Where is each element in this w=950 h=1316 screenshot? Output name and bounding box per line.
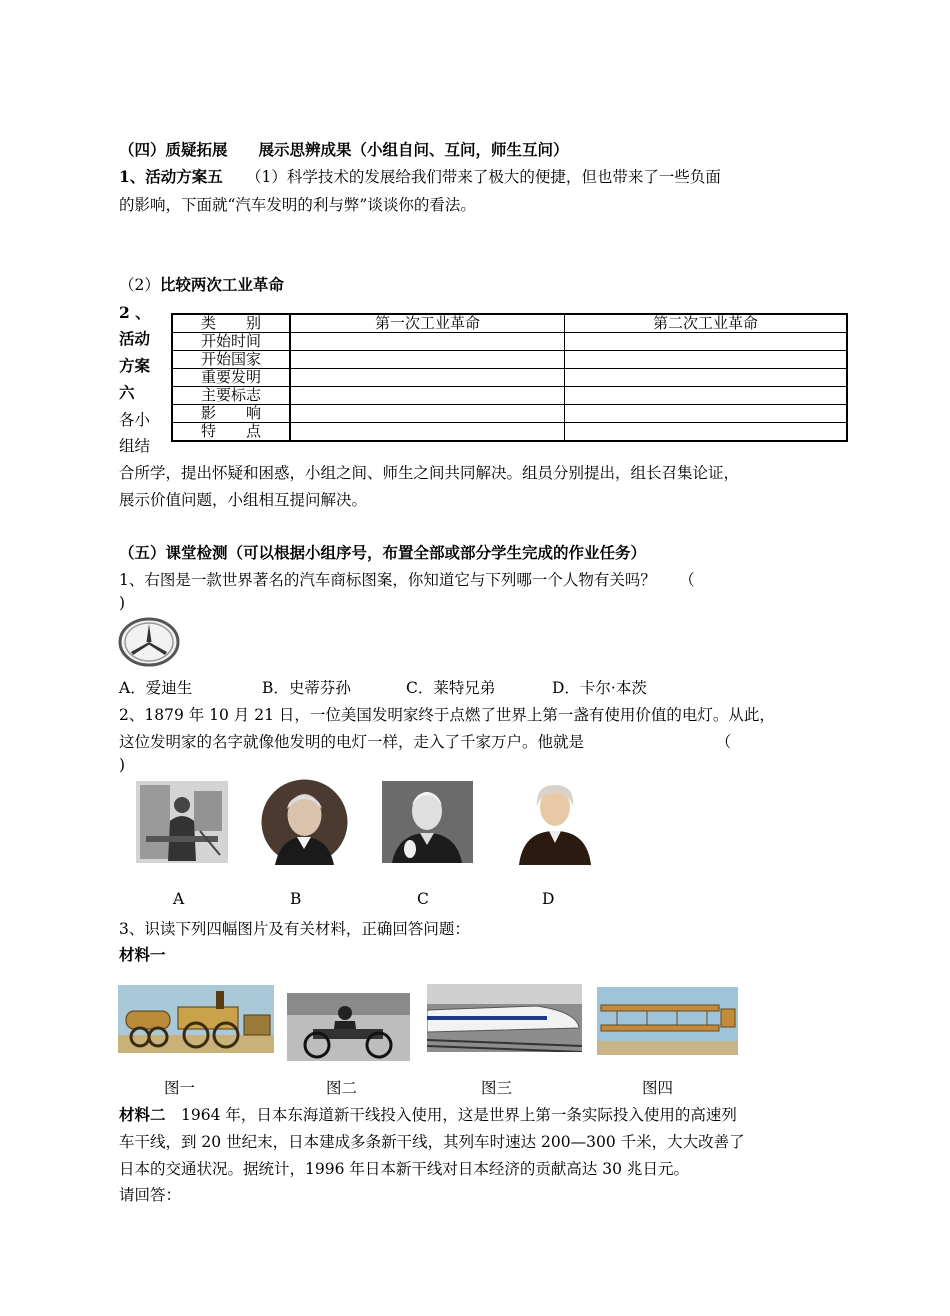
material2-line3: 日本的交通状况。据统计，1996 年日本新干线对日本经济的贡献高达 30 兆日元。 bbox=[119, 1160, 689, 1178]
q2-label-d: D bbox=[542, 890, 555, 908]
compare-title: 比较两次工业革命 bbox=[159, 275, 284, 294]
activity6-side-3: 方案 bbox=[119, 356, 151, 375]
comparison-table bbox=[171, 313, 848, 442]
early-car-image bbox=[287, 993, 410, 1061]
table-cell[interactable] bbox=[565, 333, 848, 351]
q2-label-b: B bbox=[290, 890, 302, 908]
table-row bbox=[172, 387, 847, 405]
table-header-category: 类 别 bbox=[172, 314, 290, 333]
table-row bbox=[172, 333, 847, 351]
activity5-text2: 的影响，下面就“汽车发明的利与弊”谈谈你的看法。 bbox=[119, 196, 476, 214]
please-answer: 请回答： bbox=[119, 1186, 182, 1204]
activity5-label: 1、活动方案五 bbox=[119, 167, 223, 186]
row-label: 重要发明 bbox=[172, 369, 290, 387]
portrait-d-image bbox=[509, 777, 601, 865]
figure-label-4: 图四 bbox=[642, 1079, 674, 1097]
figure-label-3: 图三 bbox=[481, 1079, 513, 1097]
table-cell[interactable] bbox=[565, 423, 848, 442]
activity6-side-5: 各小 bbox=[119, 411, 151, 429]
table-cell[interactable] bbox=[290, 405, 565, 423]
table-header-second: 第二次工业革命 bbox=[565, 314, 848, 333]
q1-option-a: A．爱迪生 bbox=[119, 679, 193, 697]
q2-label-a: A bbox=[173, 890, 185, 908]
q2-line1: 2、1879 年 10 月 21 日，一位美国发明家终于点燃了世界上第一盏有使用价值的电灯。从此， bbox=[119, 706, 775, 724]
table-cell[interactable] bbox=[565, 351, 848, 369]
table-row bbox=[172, 405, 847, 423]
table-cell[interactable] bbox=[565, 405, 848, 423]
q1-option-b: B．史蒂芬孙 bbox=[262, 679, 351, 697]
q1-line2: ) bbox=[119, 594, 126, 612]
table-row bbox=[172, 423, 847, 442]
material2-line2: 车干线，到 20 世纪末，日本建成多条新干线，其列车时速达 200—300 千米，大大改善了 bbox=[119, 1133, 745, 1151]
table-cell[interactable] bbox=[565, 387, 848, 405]
q1-line1: 1、右图是一款世界著名的汽车商标图案，你知道它与下列哪一个人物有关吗？ （ bbox=[119, 571, 695, 589]
activity5-line1 bbox=[119, 165, 721, 187]
table-cell[interactable] bbox=[290, 387, 565, 405]
row-label: 主要标志 bbox=[172, 387, 290, 405]
portrait-a-image bbox=[136, 781, 228, 863]
table-header-row bbox=[172, 314, 847, 333]
steam-locomotive-image bbox=[118, 985, 274, 1053]
table-row bbox=[172, 351, 847, 369]
figure-label-2: 图二 bbox=[326, 1079, 358, 1097]
compare-title-line bbox=[119, 273, 284, 295]
material2-line1 bbox=[119, 1103, 737, 1125]
after-table-line1: 合所学，提出怀疑和困惑，小组之间、师生之间共同解决。组员分别提出，组长召集论证， bbox=[119, 464, 740, 482]
table-cell[interactable] bbox=[290, 351, 565, 369]
activity6-side-4: 六 bbox=[119, 383, 135, 402]
material1-label: 材料一 bbox=[119, 945, 166, 964]
table-cell[interactable] bbox=[290, 423, 565, 442]
table-cell[interactable] bbox=[290, 369, 565, 387]
compare-title-prefix: （2） bbox=[119, 276, 160, 294]
table-row bbox=[172, 369, 847, 387]
q1-option-c: C．莱特兄弟 bbox=[406, 679, 496, 697]
table-cell[interactable] bbox=[565, 369, 848, 387]
q3-line: 3、识读下列四幅图片及有关材料，正确回答问题： bbox=[119, 920, 470, 938]
figure-label-1: 图一 bbox=[164, 1079, 196, 1097]
after-table-line2: 展示价值问题，小组相互提问解决。 bbox=[119, 491, 368, 509]
table-header-first: 第一次工业革命 bbox=[290, 314, 565, 333]
q1-option-d: D．卡尔·本茨 bbox=[552, 679, 647, 697]
material2-label: 材料二 bbox=[119, 1105, 166, 1124]
activity6-side-1: 2 、 bbox=[119, 303, 151, 322]
row-label: 特 点 bbox=[172, 423, 290, 442]
row-label: 开始国家 bbox=[172, 351, 290, 369]
row-label: 开始时间 bbox=[172, 333, 290, 351]
portrait-c-image bbox=[382, 781, 473, 863]
car-logo-image bbox=[118, 617, 180, 667]
row-label: 影 响 bbox=[172, 405, 290, 423]
section5-heading: （五）课堂检测（可以根据小组序号，布置全部或部分学生完成的作业任务） bbox=[119, 543, 647, 562]
material2-text1: 1964 年，日本东海道新干线投入使用，这是世界上第一条实际投入使用的高速列 bbox=[165, 1106, 737, 1124]
airplane-image bbox=[597, 987, 738, 1055]
portrait-b-image bbox=[261, 779, 348, 865]
activity6-side-6: 组结 bbox=[119, 437, 151, 455]
q2-line2: 这位发明家的名字就像他发明的电灯一样，走入了千家万户。他就是 （ bbox=[119, 733, 732, 751]
section4-heading: （四）质疑拓展 展示思辨成果（小组自问、互问，师生互问） bbox=[119, 140, 569, 159]
bullet-train-image bbox=[427, 984, 582, 1052]
table-cell[interactable] bbox=[290, 333, 565, 351]
activity5-text1: （1）科学技术的发展给我们带来了极大的便捷，但也带来了一些负面 bbox=[222, 168, 721, 186]
activity6-side-2: 活动 bbox=[119, 329, 151, 348]
q2-line3: ) bbox=[119, 756, 126, 774]
q2-label-c: C bbox=[417, 890, 429, 908]
